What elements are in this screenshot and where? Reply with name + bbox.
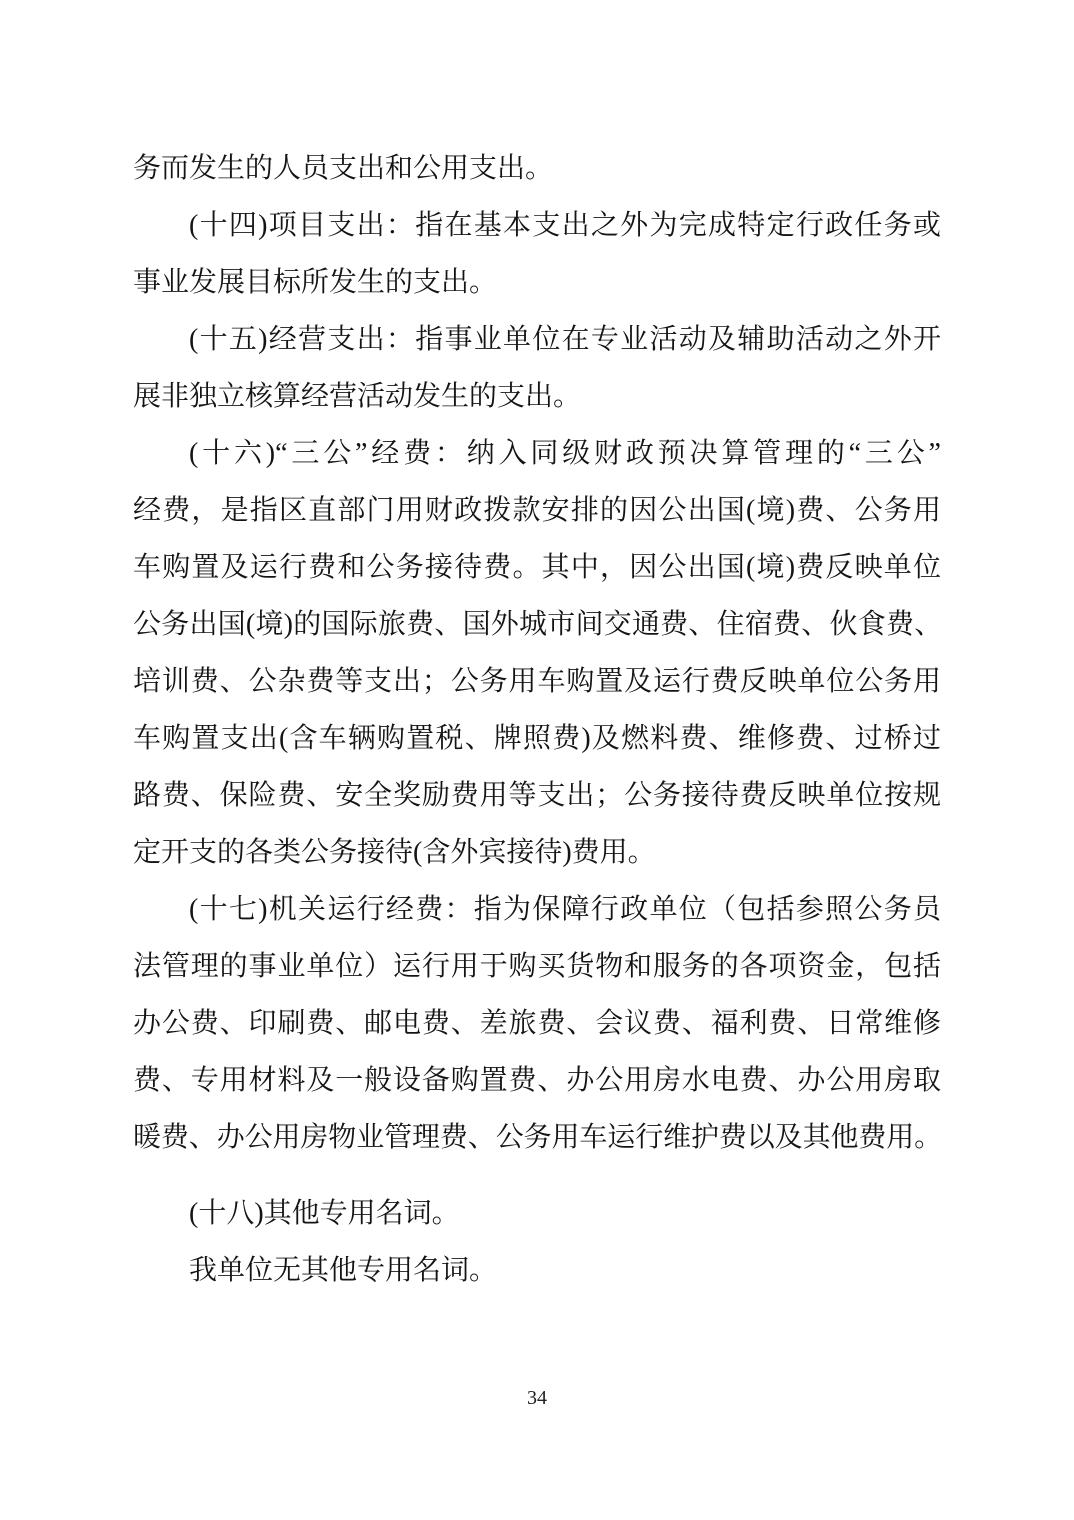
text-line: (十七)机关运行经费：指为保障行政单位（包括参照公务员 bbox=[189, 894, 941, 925]
text-line: 公务出国(境)的国际旅费、国外城市间交通费、住宿费、伙食费、 bbox=[133, 609, 941, 640]
text-line: (十五)经营支出：指事业单位在专业活动及辅助活动之外开 bbox=[189, 324, 941, 355]
text-line: 费、专用材料及一般设备购置费、办公用房水电费、办公用房取 bbox=[133, 1065, 941, 1096]
text-line: (十六)“三公”经费：纳入同级财政预决算管理的“三公” bbox=[189, 438, 941, 469]
text-line: 车购置及运行费和公务接待费。其中，因公出国(境)费反映单位 bbox=[133, 552, 941, 583]
page-number: 34 bbox=[527, 1387, 547, 1409]
text-line: 定开支的各类公务接待(含外宾接待)费用。 bbox=[133, 837, 656, 868]
text-line: (十四)项目支出：指在基本支出之外为完成特定行政任务或 bbox=[189, 210, 941, 241]
text-line: 事业发展目标所发生的支出。 bbox=[133, 267, 498, 298]
text-line: 我单位无其他专用名词。 bbox=[189, 1255, 498, 1286]
text-line: 暖费、办公用房物业管理费、公务用车运行维护费以及其他费用。 bbox=[133, 1122, 941, 1153]
document-body bbox=[133, 140, 941, 1299]
text-line: 法管理的事业单位）运行用于购买货物和服务的各项资金，包括 bbox=[133, 951, 941, 982]
text-line: (十八)其他专用名词。 bbox=[189, 1198, 460, 1229]
text-line: 经费，是指区直部门用财政拨款安排的因公出国(境)费、公务用 bbox=[133, 495, 941, 526]
text-line: 展非独立核算经营活动发生的支出。 bbox=[133, 381, 582, 412]
text-line: 办公费、印刷费、邮电费、差旅费、会议费、福利费、日常维修 bbox=[133, 1008, 941, 1039]
text-line: 培训费、公杂费等支出；公务用车购置及运行费反映单位公务用 bbox=[133, 666, 941, 697]
text-line: 车购置支出(含车辆购置税、牌照费)及燃料费、维修费、过桥过 bbox=[133, 723, 941, 754]
text-line: 务而发生的人员支出和公用支出。 bbox=[133, 153, 554, 184]
text-line: 路费、保险费、安全奖励费用等支出；公务接待费反映单位按规 bbox=[133, 780, 941, 811]
